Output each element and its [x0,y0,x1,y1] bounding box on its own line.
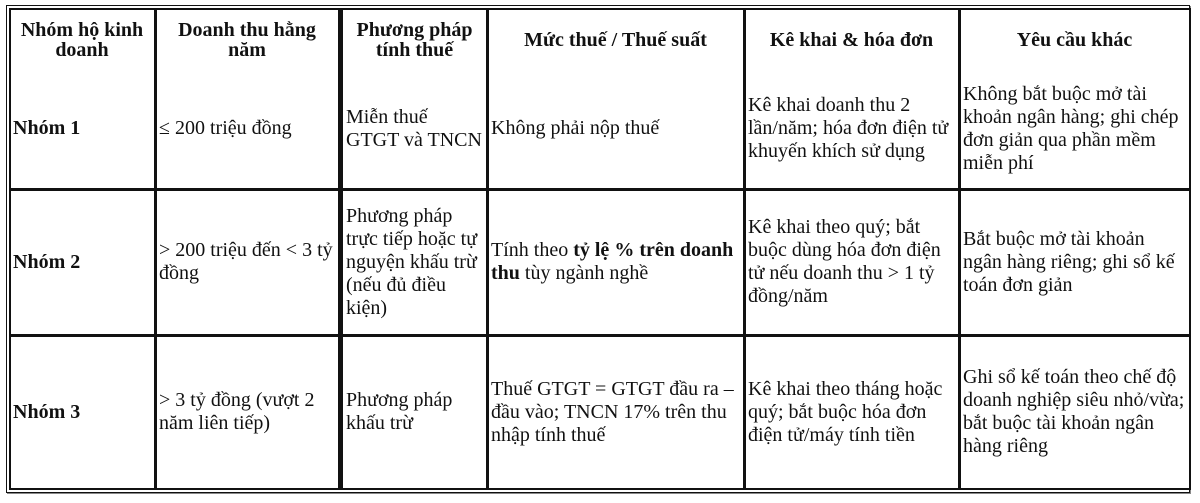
header-revenue: Doanh thu hằng năm [157,10,341,70]
cell-group: Nhóm 1 [11,70,157,191]
household-business-tax-table [9,8,1191,490]
cell-rate [489,70,746,191]
cell-method: Phương pháp trực tiếp hoặc tự nguyện khấu trừ (nếu đủ điều kiện) [341,191,489,337]
cell-other: Ghi sổ kế toán theo chế độ doanh nghiệp siêu nhỏ/vừa; bắt buộc tài khoản ngân hàng riêng [963,366,1185,458]
cell-group: Nhóm 2 [11,191,157,337]
cell-rate [489,337,746,488]
cell-revenue: > 200 triệu đến < 3 tỷ đồng [157,191,341,337]
cell-rate [489,191,746,337]
table-row-group-2 [11,191,1189,337]
table-row-group-3 [11,337,1189,488]
cell-filing: Kê khai theo quý; bắt buộc dùng hóa đơn điện tử nếu doanh thu > 1 tỷ đồng/năm [746,191,961,337]
table-row-group-1 [11,70,1189,191]
header-row [11,10,1189,70]
rate-text: Tính theo [491,239,574,262]
rate-text: Thuế GTGT = GTGT đầu ra – đầu vào; TNCN 17% trên thu nhập tính thuế [491,377,734,446]
header-rate: Mức thuế / Thuế suất [489,10,746,70]
header-group: Nhóm hộ kinh doanh [11,10,157,70]
tax-table-frame [6,5,1190,493]
cell-method: Phương pháp khấu trừ [341,337,489,488]
cell-group: Nhóm 3 [11,337,157,488]
cell-method: Miễn thuế GTGT và TNCN [341,70,489,191]
cell-filing: Kê khai theo tháng hoặc quý; bắt buộc hóa đơn điện tử/máy tính tiền [746,337,961,488]
cell-other: Không bắt buộc mở tài khoản ngân hàng; ghi chép đơn giản qua phần mềm miễn phí [961,70,1189,191]
cell-revenue: ≤ 200 triệu đồng [157,70,341,191]
header-filing: Kê khai & hóa đơn [746,10,961,70]
cell-filing: Kê khai doanh thu 2 lần/năm; hóa đơn điện tử khuyến khích sử dụng [746,70,961,191]
rate-bold-text: tỷ lệ % trên doanh thu [491,239,734,285]
cell-revenue: > 3 tỷ đồng (vượt 2 năm liên tiếp) [157,337,341,488]
cell-other: Bắt buộc mở tài khoản ngân hàng riêng; ghi sổ kế toán đơn giản [961,191,1189,337]
rate-text-post: tùy ngành nghề [519,262,649,285]
rate-text: Không phải nộp thuế [491,117,660,140]
header-other: Yêu cầu khác [1016,29,1133,51]
header-method: Phương pháp tính thuế [341,10,489,70]
